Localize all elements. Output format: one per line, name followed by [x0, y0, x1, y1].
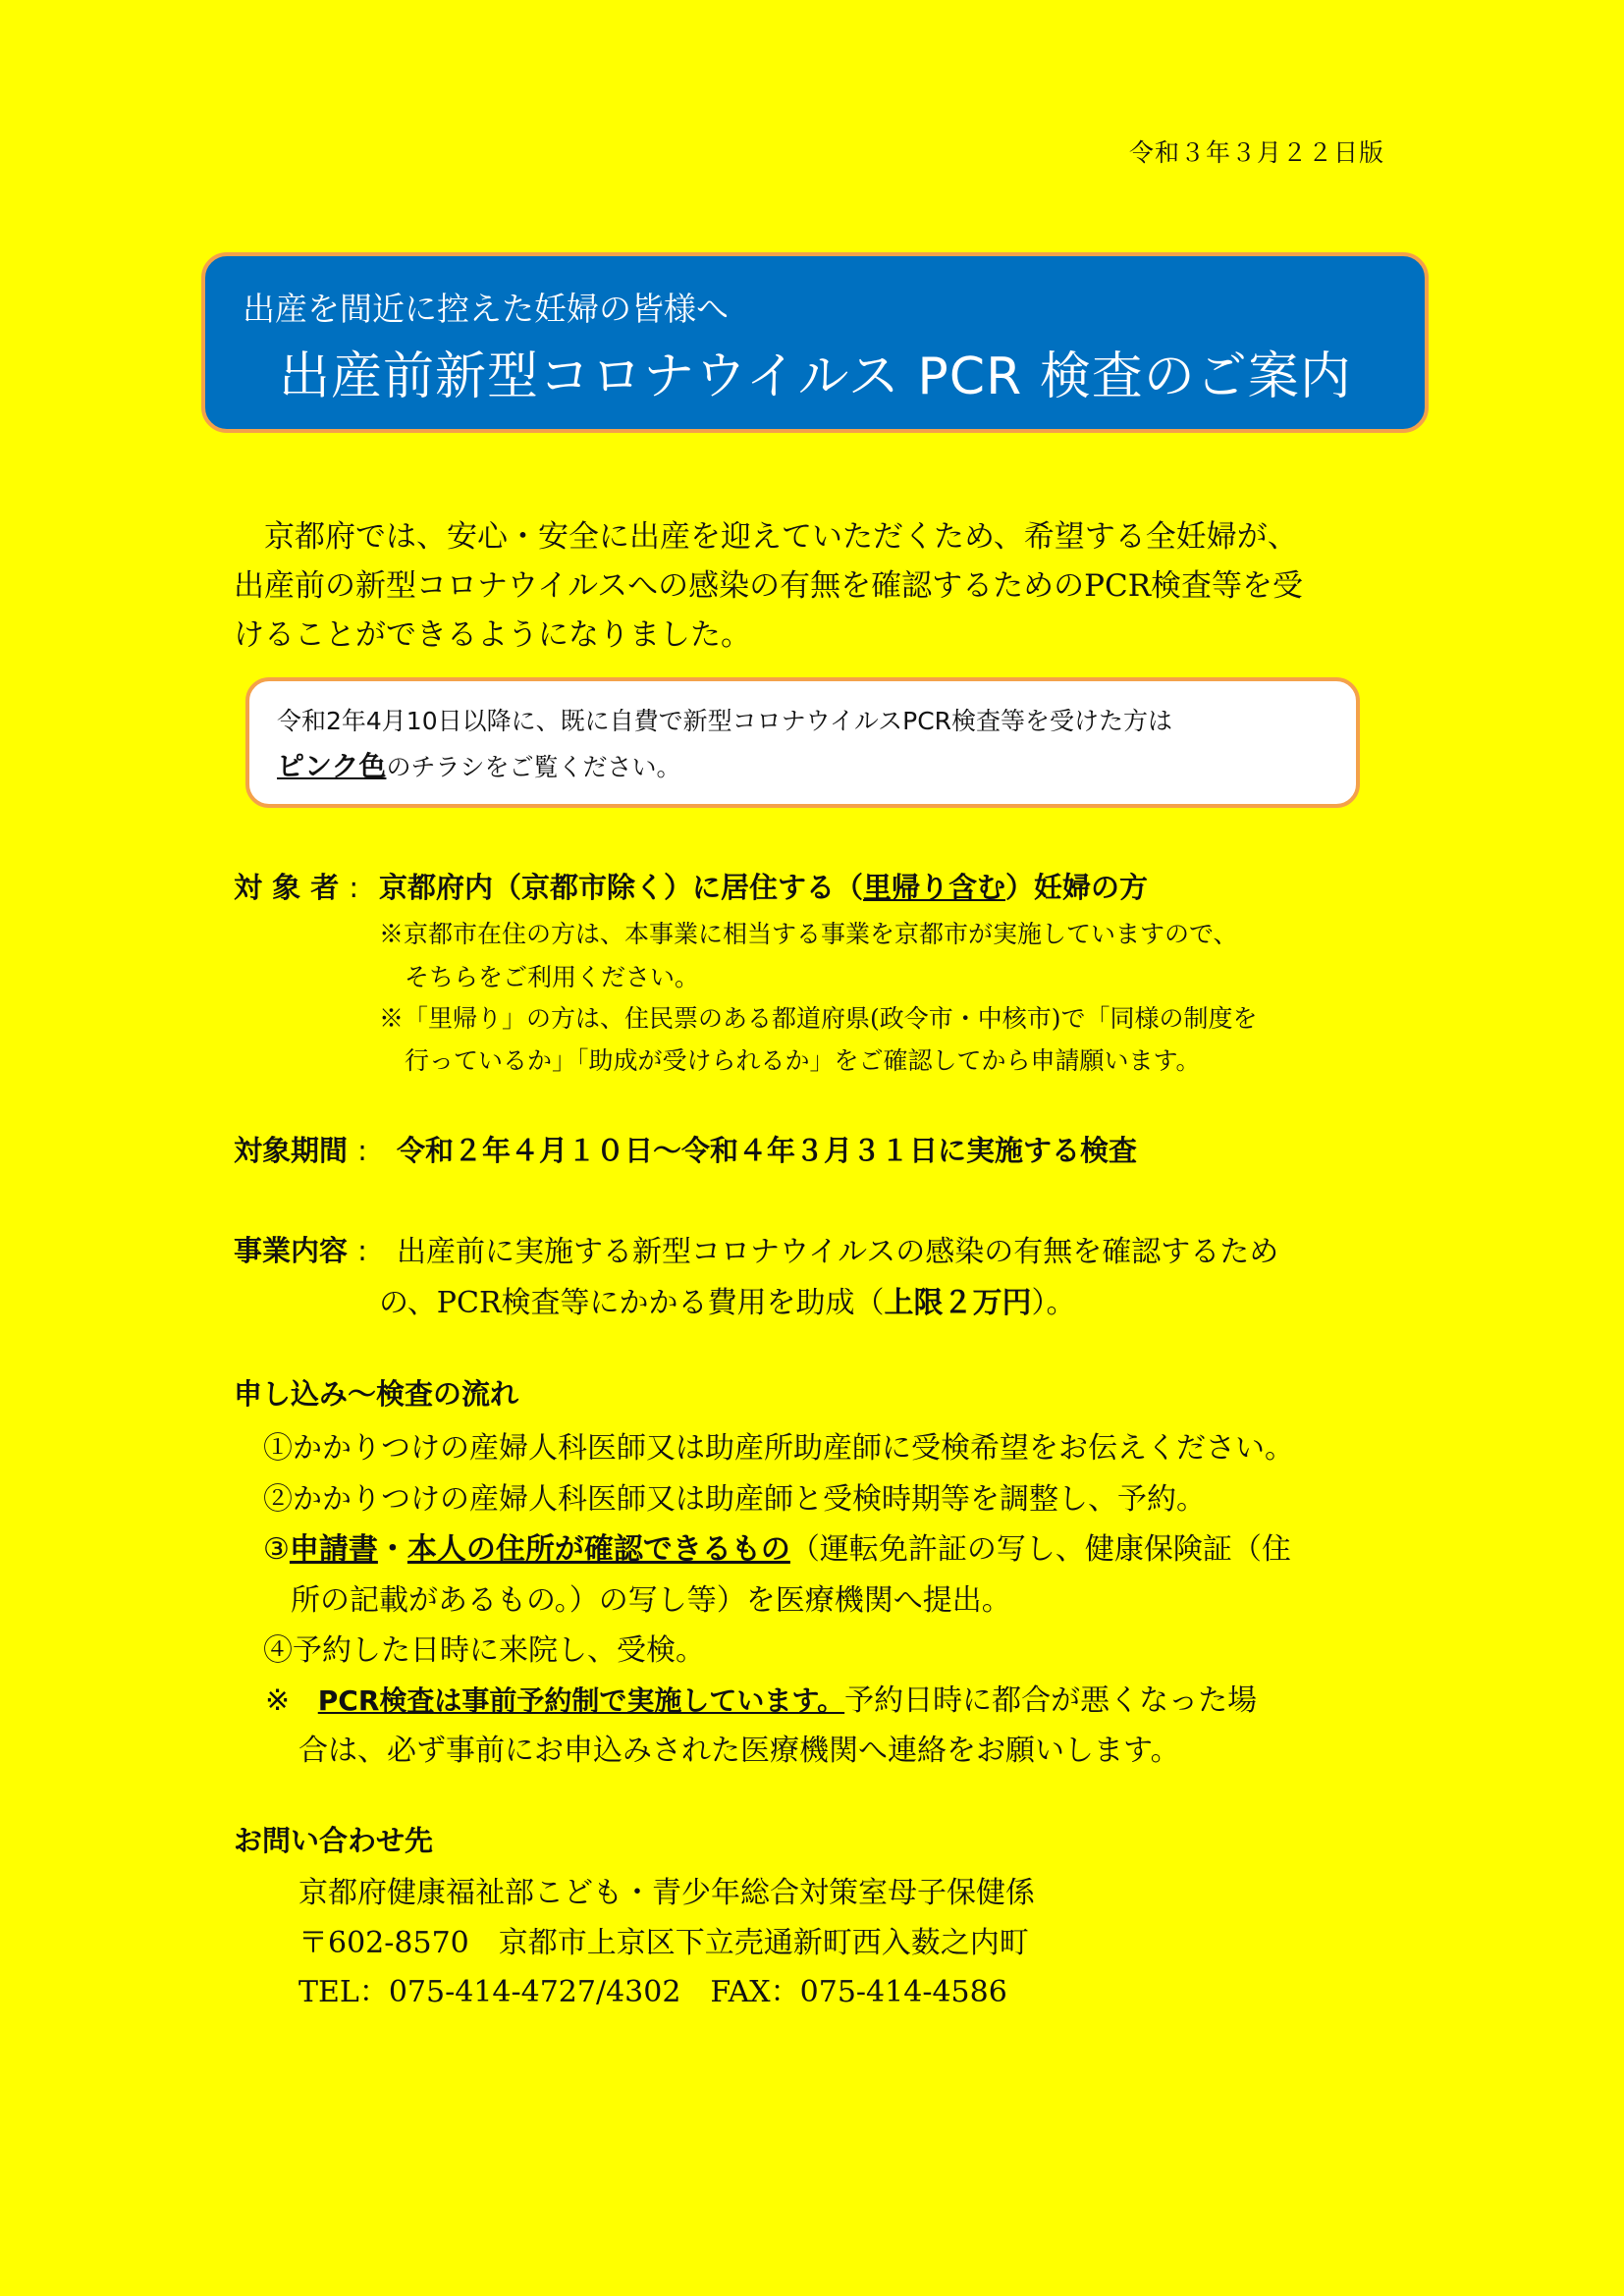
contact-phone: TEL：075-414-4727/4302 FAX：075-414-4586 — [298, 1975, 1007, 2009]
content-label: 事業内容 : — [234, 1234, 367, 1267]
pink-flyer-emphasis: ピンク色 — [277, 750, 387, 782]
flow-note: ※ PCR検査は事前予約制で実施しています。予約日時に都合が悪くなった場 — [265, 1683, 1258, 1718]
target-note-1a: ※京都市在住の方は、本事業に相当する事業を京都市が実施していますので、 — [379, 920, 1238, 948]
flow-step-1: ①かかりつけの産婦人科医師又は助産所助産師に受検希望をお伝えください。 — [263, 1431, 1294, 1466]
banner-subtitle: 出産を間近に控えた妊婦の皆様へ — [243, 290, 729, 328]
intro-line-1: 京都府では、安心・安全に出産を迎えていただくため、希望する全妊婦が、 — [264, 519, 1298, 555]
target-note-2b: 行っているか」「助成が受けられるか」をご確認してから申請願います。 — [405, 1046, 1201, 1075]
flow-note-line-2: 合は、必ず事前にお申込みされた医療機関へ連絡をお願いします。 — [298, 1734, 1180, 1768]
edition-date: 令和３年３月２２日版 — [1129, 138, 1385, 167]
notice-box — [245, 677, 1360, 808]
contact-heading: お問い合わせ先 — [234, 1824, 434, 1857]
satogaeri-included: 里帰り含む — [863, 871, 1006, 904]
flow-step-4: ④予約した日時に来院し、受検。 — [263, 1633, 705, 1668]
intro-line-2: 出産前の新型コロナウイルスへの感染の有無を確認するためのPCR検査等を受 — [234, 568, 1304, 604]
contact-address: 〒602-8570 京都市上京区下立売通新町西入薮之内町 — [298, 1926, 1029, 1960]
subsidy-limit: 上限２万円 — [884, 1286, 1032, 1320]
notice-line-1: 令和2年4月10日以降に、既に自費で新型コロナウイルスPCR検査等を受けた方は — [277, 707, 1173, 735]
flow-heading: 申し込み～検査の流れ — [234, 1377, 519, 1411]
intro-paragraph — [234, 512, 1392, 660]
reservation-required: PCR検査は事前予約制で実施しています。 — [317, 1684, 845, 1717]
target-note-2a: ※「里帰り」の方は、住民票のある都道府県(政令市・中核市)で「同様の制度を — [379, 1004, 1258, 1033]
period-text: 令和２年４月１０日～令和４年３月３１日に実施する検査 — [397, 1134, 1138, 1167]
flow-step-3: ③申請書・本人の住所が確認できるもの（運転免許証の写し、健康保険証（住 — [263, 1532, 1291, 1567]
content-line-2: の、PCR検査等にかかる費用を助成（上限２万円）。 — [379, 1286, 1076, 1320]
period-label: 対象期間 : — [234, 1134, 367, 1167]
address-proof: 本人の住所が確認できるもの — [406, 1532, 790, 1567]
content-line-1: 出産前に実施する新型コロナウイルスの感染の有無を確認するため — [397, 1235, 1279, 1269]
target-text: 京都府内（京都市除く）に居住する（里帰り含む）妊婦の方 — [379, 871, 1149, 904]
banner-title: 出産前新型コロナウイルス PCR 検査のご案内 — [279, 347, 1352, 406]
intro-line-3: けることができるようになりました。 — [234, 617, 751, 653]
target-label: 対 象 者 : — [234, 871, 359, 904]
title-banner — [201, 252, 1429, 433]
notice-line-2: ピンク色のチラシをご覧ください。 — [277, 750, 681, 782]
flow-step-2: ②かかりつけの産婦人科医師又は助産師と受検時期等を調整し、予約。 — [263, 1482, 1206, 1517]
flow-step-3-line-2: 所の記載があるもの。）の写し等）を医療機関へ提出。 — [291, 1583, 1011, 1618]
contact-department: 京都府健康福祉部こども・青少年総合対策室母子保健係 — [298, 1876, 1035, 1910]
target-note-1b: そちらをご利用ください。 — [405, 963, 700, 991]
application-form: 申請書 — [289, 1532, 378, 1567]
